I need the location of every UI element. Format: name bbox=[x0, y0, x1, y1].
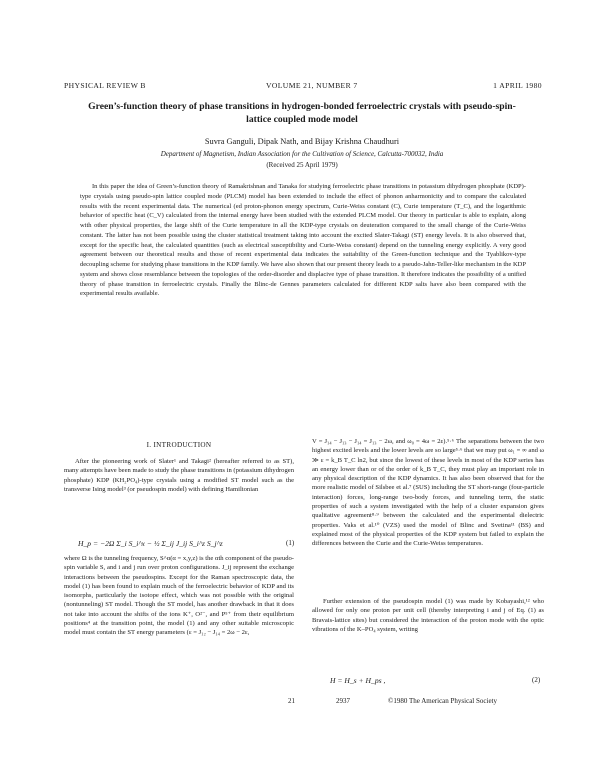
equation-number: (2) bbox=[532, 676, 541, 684]
body-paragraph: Further extension of the pseudospin model (1) was made by Kobayashi,¹² who allowed for only one proton per unit cell (thereby interpreting i and j of Eq. (1) as Bravais-lattice sites) but considered the interaction of the proton mode with the optic vibrations of the K–PO₄ system, writing bbox=[312, 598, 544, 633]
issue-date: 1 APRIL 1980 bbox=[493, 81, 542, 90]
copyright-notice: ©1980 The American Physical Society bbox=[388, 697, 498, 705]
section-heading: I. INTRODUCTION bbox=[146, 441, 212, 449]
received-date: (Received 25 April 1979) bbox=[266, 161, 338, 169]
equation-number: (1) bbox=[286, 539, 295, 547]
equation-1: H_p = −2Ω Σ_i S_i^x − ½ Σ_ij J_ij S_i^z S_j^z bbox=[78, 539, 223, 548]
body-paragraph: where Ω is the tunneling frequency, S^α(α = x,y,z) is the αth component of the pseudo-spin variable S, and i and j run over proton configurations. J_ij represent the exchange interactions between the pseudospins. Except for the Raman spectroscopic data, the model (1) has been found to explain much of the ferroelectric behavior of KDP and its isomorphs, particularly the isotope effect, which was not possible with the original (nontunneling) ST model. Though the ST model, has another drawback in that it does not take into account the shifts of the ions K⁺, O²⁻, and P⁵⁺ from their equilibrium positions⁴ at the transition point, the model (1) and any other suitable microscopic model must contain the ST energy parameters (ε = J₁₂ − J₁₄ = 2ω − 2ε, bbox=[64, 555, 294, 637]
body-paragraph: After the pioneering work of Slater¹ and Takagi² (hereafter referred to as ST), many attempts have been made to study the phase transitions in (potassium dihydrogen phosphate) KDP (KH₂PO₄)-type crystals using a modified ST model such as the transverse Ising model³ (or pseudospin model) with defining Hamiltonian bbox=[64, 458, 295, 493]
abstract: In this paper the idea of Green’s-function theory of Ramakrishnan and Tanaka for studying ferroelectric phase transitions in potassium dihydrogen phosphate (KDP)-type crystals using pseudo-spin lattice coupled mode (PLCM) model has been extended to include the effect of phonon anharmonicity and to compare the calculated results with the recent experimental data. The numerical (ed proton-phonon energy spectrum, Curie-Weiss constant (C), Curie temperature (T_C), and the logarithmic behavior of specific heat (C_V) calculated from the internal energy have been studied with the extended PLCM model. Our theory in particular is able to explain, along with other physical properties, the large shift of the Curie temperature in all the KDP-type crystals on deuteration compared to the small change of the Curie-Weiss constant. The latter has not been possible using the cluster statistical treatment taking into account the excited Slater-Takagi (ST) energy levels. It is also observed that, except for the specific heat, the calculated quantities (such as electrical susceptibility and Curie-Weiss constant) depend on the tunneling energy explicitly. A very good agreement between our theoretical results and those of recent experimental data indicates the suitability of the Green-function technique and the Tyablikov-type decoupling scheme for studying phase transitions in the KDP family. We have also shown that our present theory leads to a pseudo-Jahn-Teller-like mechanism in the KDP system and shows close resemblance between the topologies of the order-disorder and displacive type of phase transition. It therefore indicates the possibility of a unified theory of phase transition in ferroelectric crystals. Finally the Blinc-de Gennes parameters calculated for different KDP salts have also been compared with the experimental results available. bbox=[80, 183, 526, 298]
author-affiliation: Department of Magnetism, Indian Association for the Cultivation of Science, Calcutta-700032, India bbox=[160, 150, 444, 158]
journal-name: PHYSICAL REVIEW B bbox=[64, 81, 146, 90]
article-title: Green’s-function theory of phase transitions in hydrogen-bonded ferroelectric crystals with pseudo-spin-lattice coupled mode model bbox=[88, 101, 516, 125]
volume-page-marker: 21 bbox=[288, 697, 295, 705]
page-number: 2937 bbox=[336, 697, 350, 705]
running-header bbox=[64, 81, 542, 93]
equation-2: H = H_s + H_ps , bbox=[330, 676, 386, 685]
volume-number: VOLUME 21, NUMBER 7 bbox=[266, 81, 358, 90]
article-authors: Suvra Ganguli, Dipak Nath, and Bijay Krishna Chaudhuri bbox=[204, 137, 400, 146]
body-paragraph: V = J₁₄ − J₁₃ − J₁₄ = J₁₃ − 2ω, and ω₀ = 4ω = 2ε).⁵·⁶ The separations between the two highest excited levels and the lower levels are so large⁵·⁶ that we may put ω₁ = ∞ and ω ≫ ε = k_B T_C ln2, but since the lowest of these levels in most of the KDP series has an energy lower than or of the order of k_B T_C, they must play an important role in any physical description of the KDP dynamics. It has also been observed that for the more realistic model of Silsbee et al.⁷ (SUS) including the ST short-range (four-particle interaction) forces, long-range two-body forces, and tunneling term, the static properties of such a system investigated with the help of a cluster expansion gives qualitative agreement⁸·⁹ between the calculated and the experimental dielectric properties. Vaks et al.¹⁰ (VZS) used the model of Blinc and Svetina¹¹ (BS) and explained most of the physical properties of the KDP system but failed to explain the differences between the Curie and the Curie-Weiss temperatures. bbox=[312, 438, 544, 548]
